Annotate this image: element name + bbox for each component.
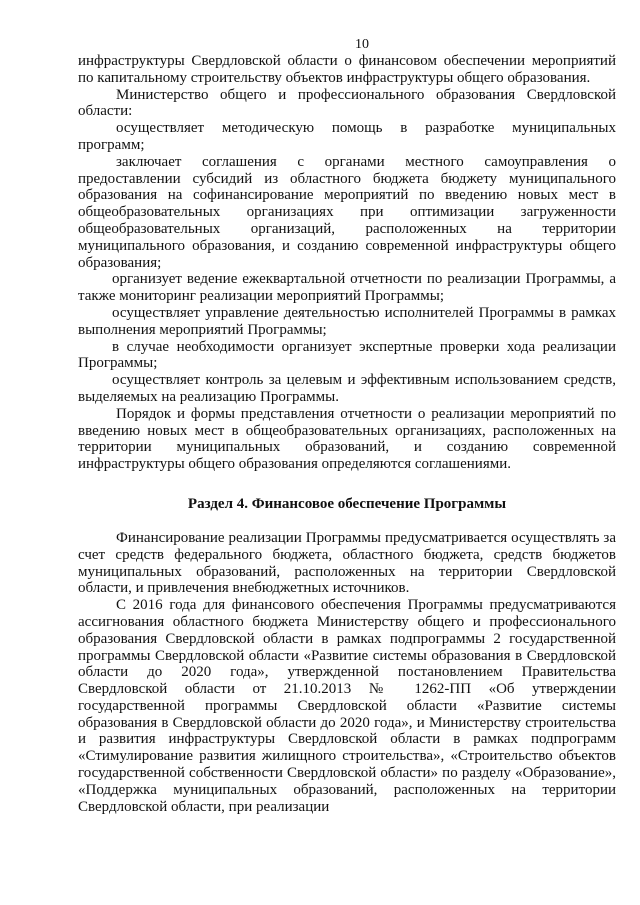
paragraph: заключает соглашения с органами местного самоуправления о предоставлении субсидий из областного бюджета бюджету муниципального образования на софинансирование мероприятий по введению новых мест в общеобразовательных организациях при оптимизации загруженности общеобразовательных организаций, расположенных на территории муниципального образования, и созданию современной инфраструктуры общего образования; bbox=[78, 153, 616, 271]
paragraph: в случае необходимости организует экспертные проверки хода реализации Программы; bbox=[78, 338, 616, 372]
body-text-top bbox=[78, 53, 616, 473]
paragraph: осуществляет методическую помощь в разработке муниципальных программ; bbox=[78, 120, 616, 153]
paragraph: осуществляет управление деятельностью исполнителей Программы в рамках выполнения мероприятий Программы; bbox=[78, 304, 616, 338]
paragraph: Министерство общего и профессионального образования Свердловской области: bbox=[78, 86, 616, 120]
document-page bbox=[78, 36, 616, 815]
section-heading: Раздел 4. Финансовое обеспечение Программы bbox=[187, 495, 507, 512]
paragraph: осуществляет контроль за целевым и эффективным использованием средств, выделяемых на реализацию Программы. bbox=[78, 372, 616, 405]
page-number: 10 bbox=[355, 37, 369, 52]
paragraph: инфраструктуры Свердловской области о финансовом обеспечении мероприятий по капитальному строительству объектов инфраструктуры общего образования. bbox=[78, 53, 616, 86]
paragraph: Порядок и формы представления отчетности о реализации мероприятий по введению новых мест в общеобразовательных организациях, расположенных на территории муниципальных образований, и созданию современной инфраструктуры общего образования определяются соглашениями. bbox=[78, 405, 616, 473]
paragraph: Финансирование реализации Программы предусматривается осуществлять за счет средств федерального бюджета, областного бюджета, средств бюджетов муниципальных образований, расположенных на территории Свердловской области, и привлечения внебюджетных источников. bbox=[78, 529, 616, 597]
paragraph: организует ведение ежеквартальной отчетности по реализации Программы, а также мониторинг реализации мероприятий Программы; bbox=[78, 271, 616, 305]
paragraph: С 2016 года для финансового обеспечения Программы предусматриваются ассигнования областного бюджета Министерству общего и профессионального образования Свердловской области в рамках подпрограммы 2 государственной программы Свердловской области «Развитие системы образования в Свердловской области до 2020 года», утвержденной постановлением Правительства Свердловской области от 21.10.2013 № 1262-ПП «Об утверждении государственной программы Свердловской области «Развитие системы образования в Свердловской области до 2020 года», и Министерству строительства и развития инфраструктуры Свердловской области в рамках подпрограмм «Стимулирование развития жилищного строительства», «Строительство объектов государственной собственности Свердловской области» по разделу «Образование», «Поддержка муниципальных образований, расположенных на территории Свердловской области, при реализации bbox=[78, 597, 616, 815]
body-text-bottom bbox=[78, 530, 616, 816]
